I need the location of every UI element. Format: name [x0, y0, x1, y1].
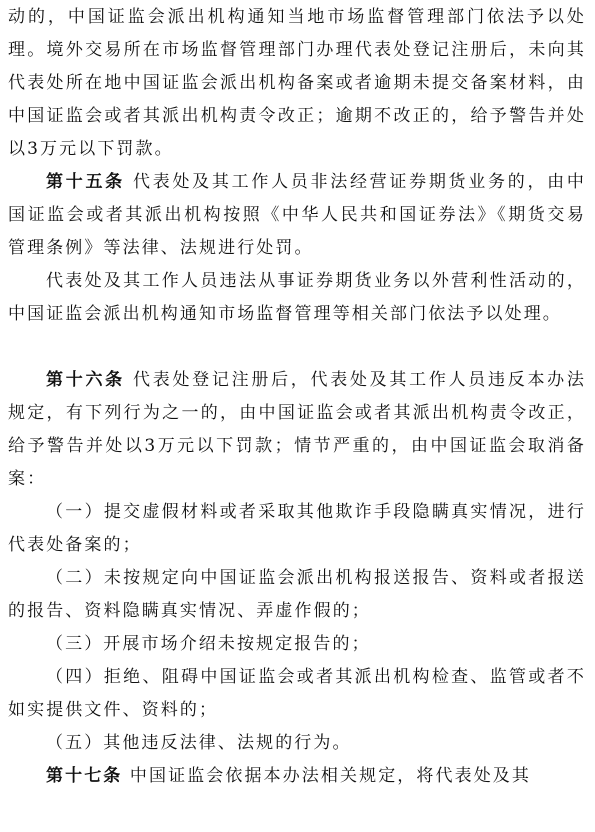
- paragraph-text: （二）未按规定向中国证监会派出机构报送报告、资料或者报送的报告、资料隐瞒真实情况、弄虚作假的；: [8, 568, 586, 621]
- paragraph-text: 代表处及其工作人员非法经营证券期货业务的，由中国证监会或者其派出机构按照《中华人民共和国证券法》《期货交易管理条例》等法律、法规进行处罚。: [8, 172, 586, 258]
- article-17: [8, 760, 586, 793]
- paragraph-text: 代表处登记注册后，代表处及其工作人员违反本办法规定，有下列行为之一的，由中国证监会或者其派出机构责令改正，给予警告并处以3万元以下罚款；情节严重的，由中国证监会取消备案：: [8, 370, 586, 489]
- paragraph-text: （一）提交虚假材料或者采取其他欺诈手段隐瞒真实情况，进行代表处备案的；: [8, 502, 586, 555]
- paragraph-profit-activities: [8, 265, 586, 331]
- article-16: [8, 364, 586, 496]
- paragraph-text: （五）其他违反法律、法规的行为。: [46, 733, 352, 753]
- article-label: 第十五条: [46, 172, 125, 192]
- article-label: 第十七条: [46, 766, 123, 786]
- paragraph-text: 代表处及其工作人员违法从事证券期货业务以外营利性活动的，中国证监会派出机构通知市场监督管理等相关部门依法予以处理。: [8, 271, 586, 324]
- paragraph-text: （三）开展市场介绍未按规定报告的；: [46, 634, 371, 654]
- article-label: 第十六条: [46, 370, 125, 390]
- list-item-5: [8, 727, 586, 760]
- paragraph-continuation: [8, 1, 586, 166]
- paragraph-text: 中国证监会依据本办法相关规定，将代表处及其: [122, 766, 532, 786]
- list-item-3: [8, 628, 586, 661]
- paragraph-text: （四）拒绝、阻碍中国证监会或者其派出机构检查、监管或者不如实提供文件、资料的；: [8, 667, 586, 720]
- article-15: [8, 166, 586, 265]
- list-item-1: [8, 496, 586, 562]
- list-item-2: [8, 562, 586, 628]
- paragraph-text: 动的，中国证监会派出机构通知当地市场监督管理部门依法予以处理。境外交易所在市场监督管理部门办理代表处登记注册后，未向其代表处所在地中国证监会派出机构备案或者逾期未提交备案材料，由中国证监会或者其派出机构责令改正；逾期不改正的，给予警告并处以3万元以下罚款。: [8, 7, 586, 159]
- list-item-4: [8, 661, 586, 727]
